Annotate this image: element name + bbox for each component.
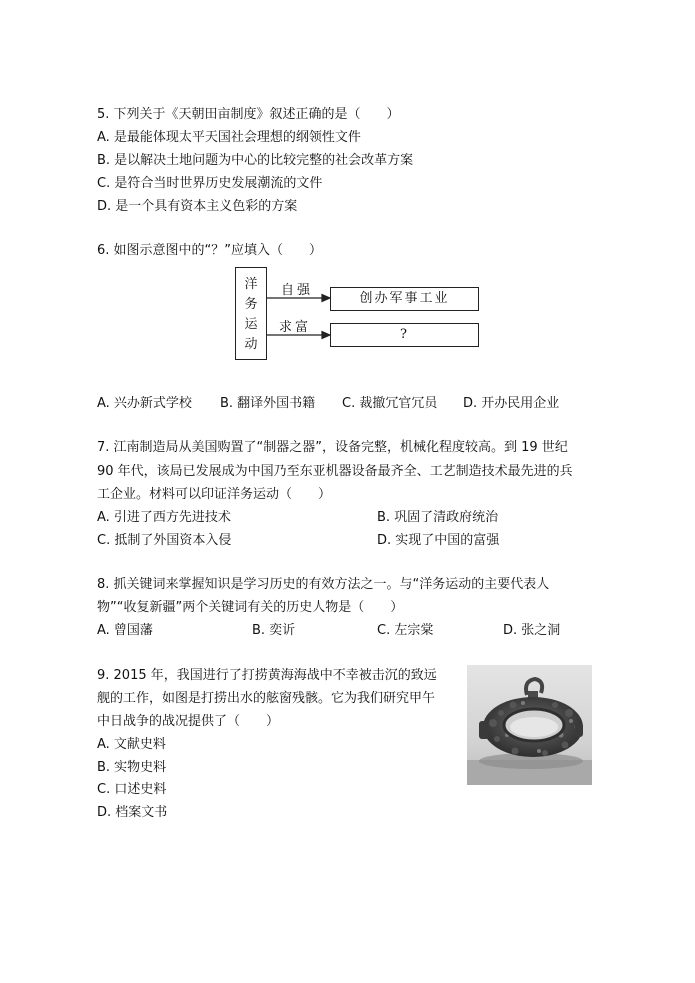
q9-option-b: B. 实物史料 — [97, 760, 167, 775]
porthole-relic-photo — [467, 665, 592, 785]
q9-option-c: C. 口述史料 — [97, 782, 167, 797]
q7-option-c: C. 抵制了外国资本入侵 — [97, 533, 232, 548]
q7-option-b: B. 巩固了清政府统治 — [377, 510, 499, 525]
q6-option-c: C. 裁撤冗官冗员 — [342, 396, 438, 411]
diagram-left-char: 动 — [244, 337, 258, 352]
q9-stem-line-2: 舰的工作，如图是打捞出水的舷窗残骸。它为我们研究甲午 — [97, 691, 436, 706]
q5-option-b: B. 是以解决土地问题为中心的比较完整的社会改革方案 — [97, 153, 414, 168]
q7-stem-line-3: 工企业。材料可以印证洋务运动（ ） — [97, 487, 332, 502]
q9-stem-line-3: 中日战争的战况提供了（ ） — [97, 714, 280, 729]
q8-stem-line-1: 8. 抓关键词来掌握知识是学习历史的有效方法之一。与“洋务运动的主要代表人 — [97, 577, 550, 592]
q9-option-d: D. 档案文书 — [97, 805, 168, 820]
diagram-bottom-box: ? — [330, 323, 479, 347]
top-arrow-label: 自强 — [281, 283, 314, 298]
porthole-relic-image — [467, 665, 592, 785]
q8-option-b: B. 奕䜣 — [252, 623, 296, 638]
q7-stem-line-1: 7. 江南制造局从美国购置了“制器之器”，设备完整，机械化程度较高。到 19 世纪 — [97, 440, 568, 455]
diagram-left-char: 务 — [244, 297, 258, 312]
q6-stem: 6. 如图示意图中的“？”应填入（ ） — [97, 243, 323, 258]
q9-option-a: A. 文献史料 — [97, 737, 166, 752]
q5-option-a: A. 是最能体现太平天国社会理想的纲领性文件 — [97, 130, 361, 145]
diagram-top-box: 创办军事工业 — [330, 287, 479, 311]
diagram-left-char: 洋 — [244, 277, 258, 292]
q8-option-a: A. 曾国藩 — [97, 623, 153, 638]
q8-option-c: C. 左宗棠 — [377, 623, 434, 638]
q8-stem-line-2: 物”“收复新疆”两个关键词有关的历史人物是（ ） — [97, 600, 404, 615]
diagram-left-char: 运 — [244, 317, 258, 332]
q7-stem-line-2: 90 年代，该局已发展成为中国乃至东亚机器设备最齐全、工艺制造技术最先进的兵 — [97, 464, 573, 479]
q5-stem: 5. 下列关于《天朝田亩制度》叙述正确的是（ ） — [97, 107, 400, 122]
q6-option-b: B. 翻译外国书籍 — [220, 396, 316, 411]
q7-option-d: D. 实现了中国的富强 — [377, 533, 500, 548]
bottom-arrow-head — [322, 332, 330, 339]
q5-option-d: D. 是一个具有资本主义色彩的方案 — [97, 199, 298, 214]
q6-option-a: A. 兴办新式学校 — [97, 396, 192, 411]
q6-option-d: D. 开办民用企业 — [463, 396, 560, 411]
q8-option-d: D. 张之洞 — [503, 623, 561, 638]
bottom-arrow-label: 求富 — [279, 320, 312, 335]
top-arrow-head — [322, 295, 330, 302]
q5-option-c: C. 是符合当时世界历史发展潮流的文件 — [97, 176, 323, 191]
q7-option-a: A. 引进了西方先进技术 — [97, 510, 231, 525]
q9-stem-line-1: 9. 2015 年，我国进行了打捞黄海海战中不幸被击沉的致远 — [97, 668, 437, 683]
